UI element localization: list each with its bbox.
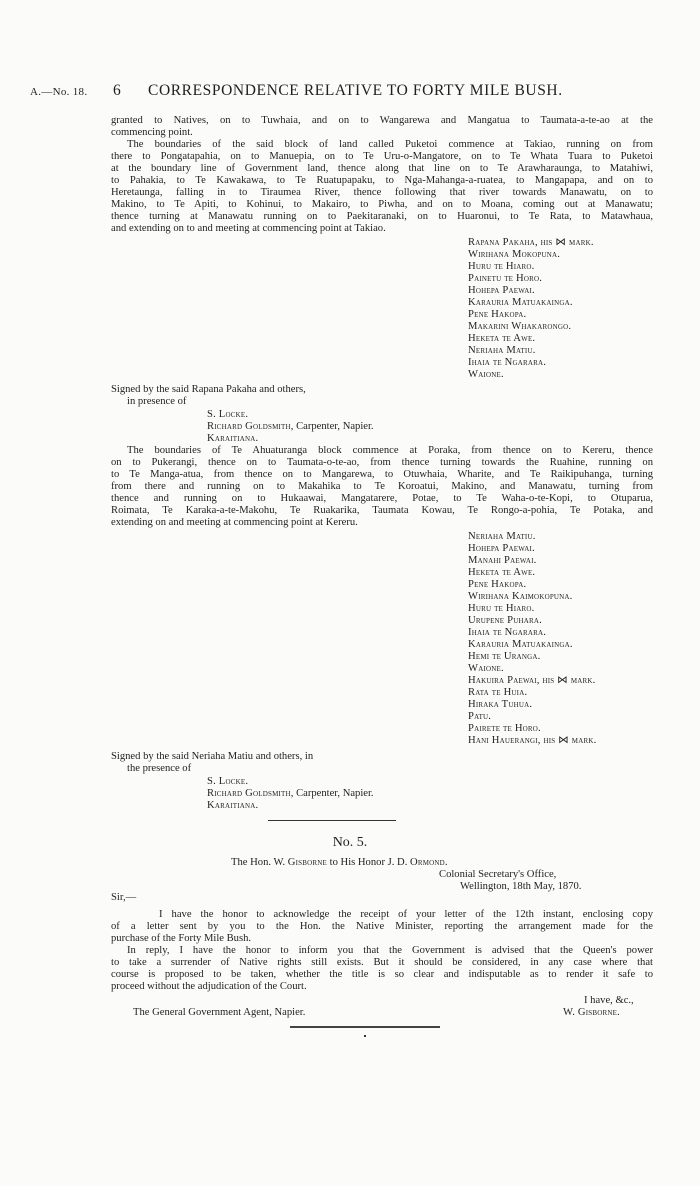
letter-body-line: I have the honor to acknowledge the receipt of your letter of the 12th instant, enclosing copy [159, 909, 653, 920]
deed2-boundary-line: from there and running on to Makahika to Te Koroatui, Makino, and Manawatu, turning from [111, 481, 653, 492]
deed2-signatory: Rata te Huia. [468, 687, 528, 698]
deed1-boundary-line: to Pahakia, to Te Kawakawa, to Te Ruatupapaku, to Nga-Mahanga-a-ruatea, to Mangapapa, and on to [111, 175, 653, 186]
deed2-signed-line: Signed by the said Neriaha Matiu and others, in [111, 751, 314, 762]
deed2-signatory: Urupene Puhara. [468, 615, 542, 626]
deed2-witness [207, 788, 374, 800]
letter-to-prefix: to His Honor J. D. [327, 857, 410, 868]
deed2-signed-line: the presence of [127, 763, 192, 774]
deed1-witness: Karaitiana. [207, 433, 259, 444]
deed1-boundary-line: there to Pongatapahia, on to Manuepia, on to Te Uru-o-Mangatore, on to Te Whata Tuara to Puketoi [111, 151, 653, 162]
deed2-witness: Karaitiana. [207, 800, 259, 811]
letter-from-prefix: The Hon. W. [231, 857, 288, 868]
letter-salutation: Sir,— [111, 892, 137, 903]
deed1-signatory: Ihaia te Ngarara. [468, 357, 547, 368]
deed1-signatory: Huru te Hiaro. [468, 261, 535, 272]
deed2-signatory: Karauria Matuakainga. [468, 639, 573, 650]
deed1-signatory: Hohepa Paewai. [468, 285, 535, 296]
deed1-witness: S. Locke. [207, 409, 249, 420]
letter-body-line: proceed without the adjudication of the Court. [111, 981, 307, 992]
deed1-signatory: Pene Hakopa. [468, 309, 527, 320]
letter-body-line: In reply, I have the honor to inform you that the Government is advised that the Queen's power [127, 945, 653, 956]
deed2-signatory: Hemi te Uranga. [468, 651, 541, 662]
letter-body-line: purchase of the Forty Mile Bush. [111, 933, 252, 944]
deed1-boundary-line: thence turning at Manawatu running on to Paekitaranaki, on to Huaronui, to Te Rata, to Matawhaua, [111, 211, 653, 222]
letter-addressee: The General Government Agent, Napier. [133, 1007, 306, 1018]
deed2-boundary-line: The boundaries of Te Ahuaturanga block commence at Poraka, from thence on to Kereru, thence [127, 445, 653, 456]
letter-signature: W. Gisborne. [563, 1007, 620, 1018]
deed2-signatory: Hani Hauerangi, his ⋈ mark. [468, 735, 597, 746]
deed2-signatory: Neriaha Matiu. [468, 531, 536, 542]
deed1-signatory: Wirihana Mokopuna. [468, 249, 561, 260]
end-ornament [364, 1035, 366, 1037]
deed1-boundary-line: The boundaries of the said block of land called Puketoi commence at Takiao, running on from [127, 139, 653, 150]
deed2-signatory: Waione. [468, 663, 504, 674]
letter-office: Colonial Secretary's Office, [439, 869, 557, 880]
page-number: 6 [113, 82, 122, 99]
deed2-signatory: Heketa te Awe. [468, 567, 536, 578]
witness-occupation: , Carpenter, Napier. [290, 788, 374, 799]
section-divider [268, 820, 396, 821]
letter-number: No. 5. [332, 835, 368, 850]
deed2-boundary-line: to Te Manga-atua, from thence on to Mangarewa, to Otuwhaia, Wharite, and Te Raikipuhanga, turning [111, 469, 653, 480]
deed2-signatory: Wirihana Kaimokopuna. [468, 591, 573, 602]
deed2-signatory: Hohepa Paewai. [468, 543, 535, 554]
witness-name: Richard Goldsmith [207, 788, 291, 799]
deed2-signatory: Hiraka Tuhua. [468, 699, 533, 710]
deed1-witness [207, 421, 374, 433]
page-title: CORRESPONDENCE RELATIVE TO FORTY MILE BUSH. [148, 82, 563, 99]
deed2-signatory: Patu. [468, 711, 492, 722]
deed1-boundary-line: at the boundary line of Government land, thence along that line on to Te Arawharaunga, to Matahiwi, [111, 163, 653, 174]
paper-series-number: A.—No. 18. [30, 86, 88, 98]
deed1-signatory: Neriaha Matiu. [468, 345, 536, 356]
witness-occupation: , Carpenter, Napier. [290, 421, 374, 432]
deed2-signatory: Pene Hakopa. [468, 579, 527, 590]
witness-name: Richard Goldsmith [207, 421, 291, 432]
deed1-signatory: Waione. [468, 369, 504, 380]
letter-body-line: course is proposed to be taken, whether the title is so clear and indisputable as to render it safe to [111, 969, 653, 980]
deed1-signatory: Makarini Whakarongo. [468, 321, 572, 332]
deed1-signatory: Karauria Matuakainga. [468, 297, 573, 308]
deed1-signatory: Painetu te Horo. [468, 273, 543, 284]
deed2-boundary-line: Roimata, Te Karaka-a-te-Makohu, Te Ruakarika, Taumata Kowau, Te Rongo-a-pohia, Te Potaka, and [111, 505, 653, 516]
deed2-witness: S. Locke. [207, 776, 249, 787]
letter-recipient-name: Ormond [410, 857, 445, 868]
deed2-boundary-line: thence and running on to Hukaawai, Mangatarere, Potae, to Te Waha-o-te-Kopi, to Otuparua, [111, 493, 653, 504]
deed2-signatory: Huru te Hiaro. [468, 603, 535, 614]
deed1-signed-line: in presence of [127, 396, 187, 407]
letter-sender-name: Gisborne [287, 857, 327, 868]
deed2-signatory: Ihaia te Ngarara. [468, 627, 547, 638]
deed1-signatory: Heketa te Awe. [468, 333, 536, 344]
end-rule [290, 1026, 440, 1028]
deed1-intro-line: granted to Natives, on to Tuwhaia, and on to Wangarewa and Mangatua to Taumata-a-te-ao at the [111, 115, 653, 126]
letter-date: Wellington, 18th May, 1870. [460, 881, 582, 892]
letter-from-to [231, 857, 448, 869]
deed1-signatory: Rapana Pakaha, his ⋈ mark. [468, 237, 594, 248]
letter-body-line: of a letter sent by you to the Hon. the Native Minister, reporting the arrangement made for the [111, 921, 653, 932]
deed1-boundary-line: Makino, to Te Apiti, to Kohinui, to Makairo, to Piwha, and on to Moana, coming out at Manawatu; [111, 199, 653, 210]
deed2-signatory: Hakuira Paewai, his ⋈ mark. [468, 675, 596, 686]
deed2-signatory: Pairete te Horo. [468, 723, 541, 734]
deed2-boundary-line: extending on and meeting at commencing point at Kereru. [111, 517, 358, 528]
deed1-boundary-line: Heretaunga, falling in to Tiraumea River, thence following that river towards Manawatu, on to [111, 187, 653, 198]
deed1-intro-line: commencing point. [111, 127, 193, 138]
deed2-signatory: Manahi Paewai. [468, 555, 537, 566]
letter-body-line: to take a surrender of Native rights still exists. But it should be considered, in any case where that [111, 957, 653, 968]
deed1-boundary-line: and extending on to and meeting at commencing point at Takiao. [111, 223, 386, 234]
deed1-signed-line: Signed by the said Rapana Pakaha and others, [111, 384, 306, 395]
deed2-boundary-line: on to Pukerangi, thence on to Taumata-o-te-ao, from thence turning towards the Ruahine, running on [111, 457, 653, 468]
letter-closing: I have, &c., [584, 995, 634, 1006]
letter-period: . [444, 857, 448, 868]
